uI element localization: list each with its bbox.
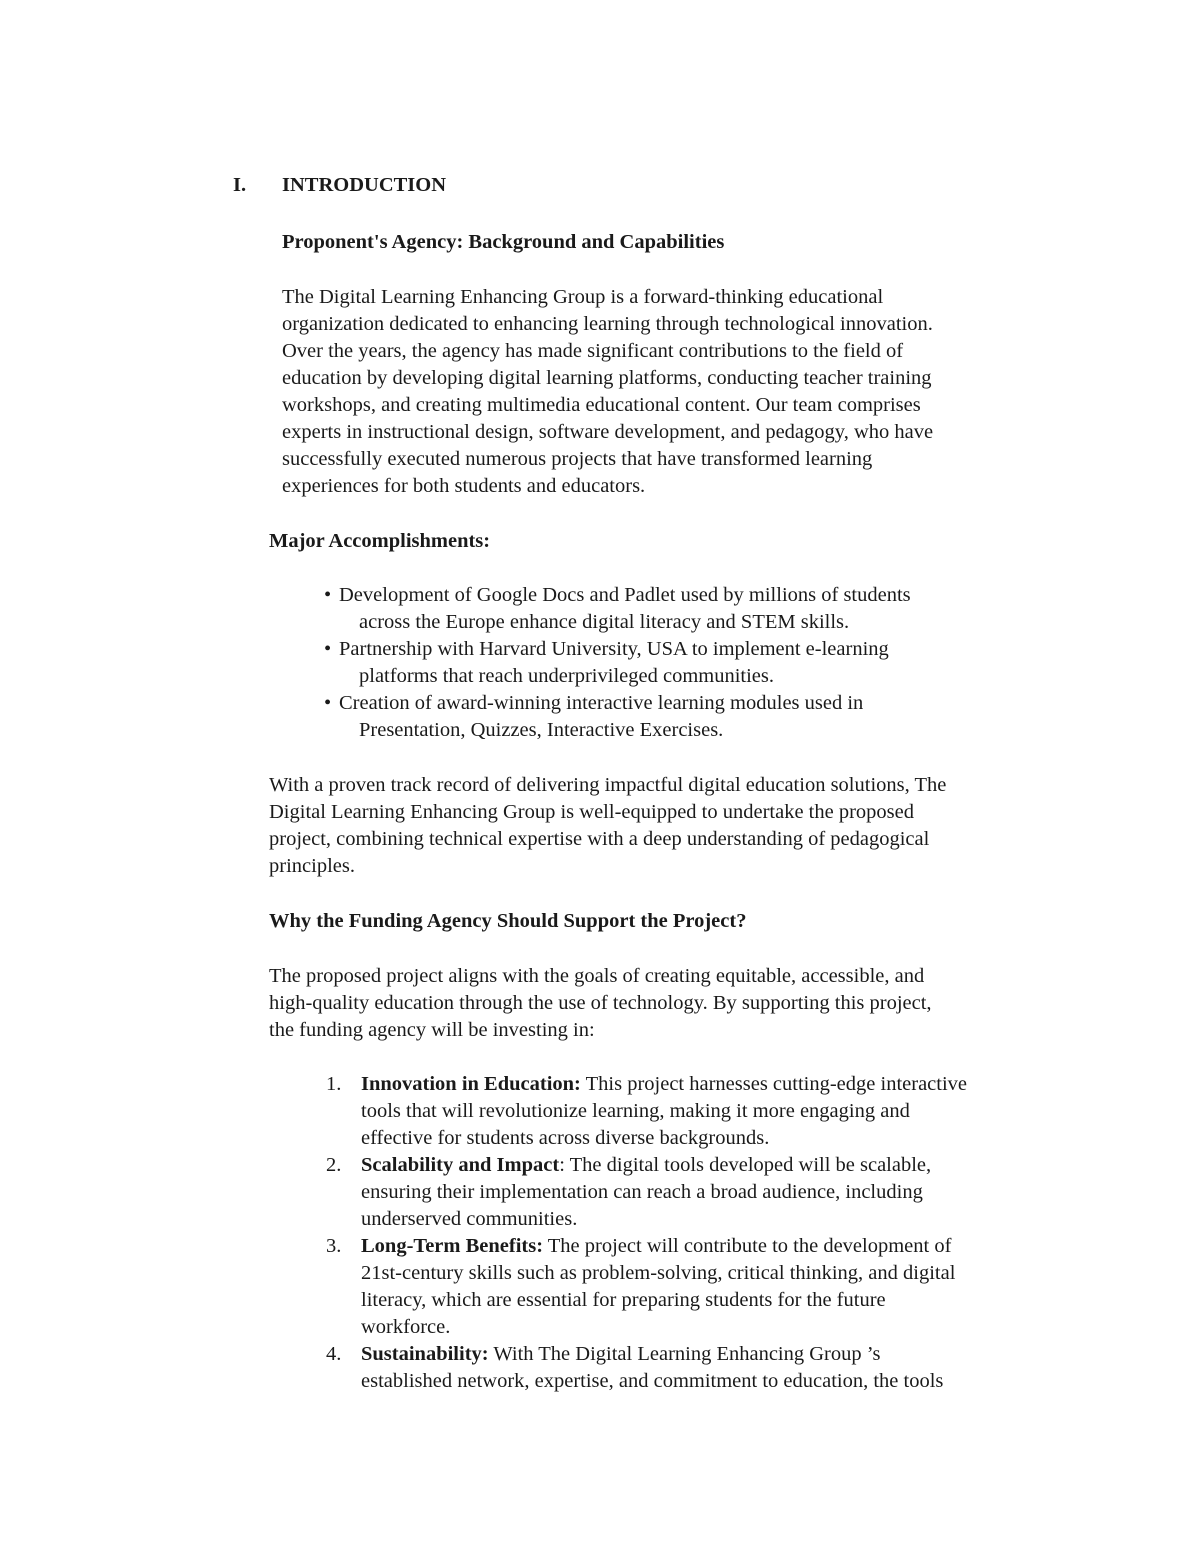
track-record-line: project, combining technical expertise with a deep understanding of pedagogical (269, 828, 930, 850)
section-title: INTRODUCTION (282, 174, 447, 196)
numbered-item-continuation: effective for students across diverse backgrounds. (361, 1127, 770, 1149)
numbered-item-continuation: workforce. (361, 1316, 451, 1338)
agency-heading: Proponent's Agency: Background and Capabilities (282, 231, 725, 253)
agency-paragraph-line: successfully executed numerous projects that have transformed learning (282, 448, 873, 470)
track-record-line: Digital Learning Enhancing Group is well-equipped to undertake the proposed (269, 801, 914, 823)
numbered-item-first-line (361, 1074, 967, 1095)
agency-paragraph-line: education by developing digital learning platforms, conducting teacher training (282, 367, 932, 389)
accomplishments-heading: Major Accomplishments: (269, 530, 491, 552)
bullet-marker: • (324, 638, 332, 660)
list-item: Creation of award-winning interactive learning modules used in (339, 692, 864, 714)
agency-paragraph-line: The Digital Learning Enhancing Group is a forward-thinking educational (282, 286, 884, 308)
bullet-marker: • (324, 692, 332, 714)
numbered-item-title: Scalability and Impact (361, 1154, 560, 1176)
numbered-item-continuation: literacy, which are essential for preparing students for the future (361, 1289, 886, 1311)
funding-intro-line: The proposed project aligns with the goals of creating equitable, accessible, and (269, 965, 925, 987)
agency-paragraph-line: organization dedicated to enhancing learning through technological innovation. (282, 313, 933, 335)
numbered-item-title: Innovation in Education: (361, 1073, 581, 1095)
numbered-item-first-line (361, 1155, 931, 1176)
list-item: Development of Google Docs and Padlet used by millions of students (339, 584, 911, 606)
funding-intro-line: the funding agency will be investing in: (269, 1019, 595, 1041)
list-number: 2. (326, 1154, 342, 1176)
agency-paragraph-line: experiences for both students and educators. (282, 475, 646, 497)
list-item-continuation: across the Europe enhance digital literacy and STEM skills. (359, 611, 850, 633)
numbered-item-first-line (361, 1344, 880, 1365)
section-number: I. (233, 174, 247, 196)
bullet-marker: • (324, 584, 332, 606)
list-item-continuation: platforms that reach underprivileged communities. (359, 665, 774, 687)
numbered-item-text: This project harnesses cutting-edge interactive (580, 1073, 968, 1095)
numbered-item-title: Long-Term Benefits: (361, 1235, 544, 1257)
track-record-line: principles. (269, 855, 355, 877)
list-item: Partnership with Harvard University, USA to implement e-learning (339, 638, 889, 660)
agency-paragraph-line: workshops, and creating multimedia educational content. Our team comprises (282, 394, 921, 416)
agency-paragraph-line: experts in instructional design, software development, and pedagogy, who have (282, 421, 934, 443)
list-number: 3. (326, 1235, 342, 1257)
numbered-item-text: : The digital tools developed will be scalable, (559, 1154, 932, 1176)
funding-heading: Why the Funding Agency Should Support the Project? (269, 910, 747, 932)
numbered-item-text: With The Digital Learning Enhancing Group ’s (488, 1343, 881, 1365)
numbered-item-continuation: tools that will revolutionize learning, making it more engaging and (361, 1100, 910, 1122)
numbered-item-continuation: established network, expertise, and commitment to education, the tools (361, 1370, 944, 1392)
numbered-item-continuation: ensuring their implementation can reach a broad audience, including (361, 1181, 923, 1203)
funding-intro-line: high-quality education through the use of technology. By supporting this project, (269, 992, 932, 1014)
numbered-item-continuation: underserved communities. (361, 1208, 578, 1230)
agency-paragraph-line: Over the years, the agency has made significant contributions to the field of (282, 340, 904, 362)
numbered-item-text: The project will contribute to the development of (543, 1235, 952, 1257)
list-item-continuation: Presentation, Quizzes, Interactive Exercises. (359, 719, 724, 741)
list-number: 4. (326, 1343, 342, 1365)
track-record-line: With a proven track record of delivering impactful digital education solutions, The (269, 774, 947, 796)
list-number: 1. (326, 1073, 342, 1095)
numbered-item-continuation: 21st-century skills such as problem-solving, critical thinking, and digital (361, 1262, 956, 1284)
numbered-item-first-line (361, 1236, 951, 1257)
numbered-item-title: Sustainability: (361, 1343, 489, 1365)
